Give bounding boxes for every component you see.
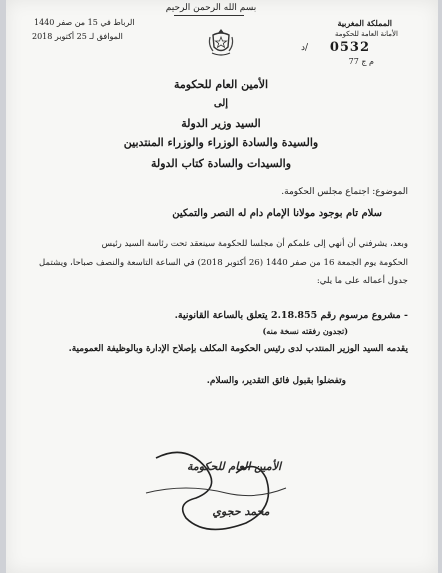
addressee-line-2: والسيدة والسادة الوزراء والوزراء المنتدبين	[123, 136, 319, 149]
reference-code: م ج 77	[348, 57, 374, 66]
reference-number: 0532	[329, 40, 370, 55]
letter-page	[6, 0, 438, 573]
paragraph-line-3: جدول أعماله على ما يلي:	[316, 276, 408, 286]
greeting-line: سلام تام بوجود مولانا الإمام دام له النصر والتمكين	[172, 208, 382, 219]
stamp-title: الأمين العام للحكومة	[186, 460, 282, 473]
paragraph-line-2: الحكومة يوم الجمعة 16 من صفر 1440 (26 أكتوبر 2018) في الساعة التاسعة والنصف صباحا، ويشتمل	[39, 258, 408, 268]
paragraph-line-1: وبعد، يشرفني أن أنهي إلى علمكم أن مجلسا للحكومة سينعقد تحت رئاسة السيد رئيس	[101, 239, 408, 249]
reference-suffix: د/	[300, 43, 308, 53]
closing-line: وتفضلوا بقبول فائق التقدير، والسلام.	[206, 376, 346, 386]
bismillah-heading: بسم الله الرحمن الرحيم	[165, 3, 257, 13]
date-hijri: الرباط في 15 من صفر 1440	[34, 18, 135, 27]
secretariat-label: الأمانة العامة للحكومة	[334, 30, 398, 38]
handwritten-signature	[126, 438, 296, 548]
presenter-line: يقدمه السيد الوزير المنتدب لدى رئيس الحكومة المكلف بإصلاح الإدارة وبالوظيفة العمومية.	[68, 344, 408, 354]
addressee-to: إلى	[213, 98, 229, 109]
coat-of-arms-icon	[207, 27, 235, 57]
agenda-note: (تجدون رفقته نسخة منه)	[262, 326, 348, 336]
stamp-name: محمد حجوي	[212, 505, 270, 518]
sender-title: الأمين العام للحكومة	[173, 78, 269, 91]
addressee-line-1: السيد وزير الدولة	[181, 117, 261, 130]
heading-rule	[174, 15, 244, 16]
date-gregorian: الموافق لـ 25 أكتوبر 2018	[32, 32, 123, 41]
addressee-line-3: والسيدات والسادة كتاب الدولة	[150, 157, 292, 170]
subject-line: الموضوع: اجتماع مجلس الحكومة.	[281, 187, 408, 197]
agenda-item: - مشروع مرسوم رقم 2.18.855 يتعلق بالساعة القانونية.	[174, 310, 408, 321]
kingdom-label: المملكة المغربية	[337, 18, 392, 28]
